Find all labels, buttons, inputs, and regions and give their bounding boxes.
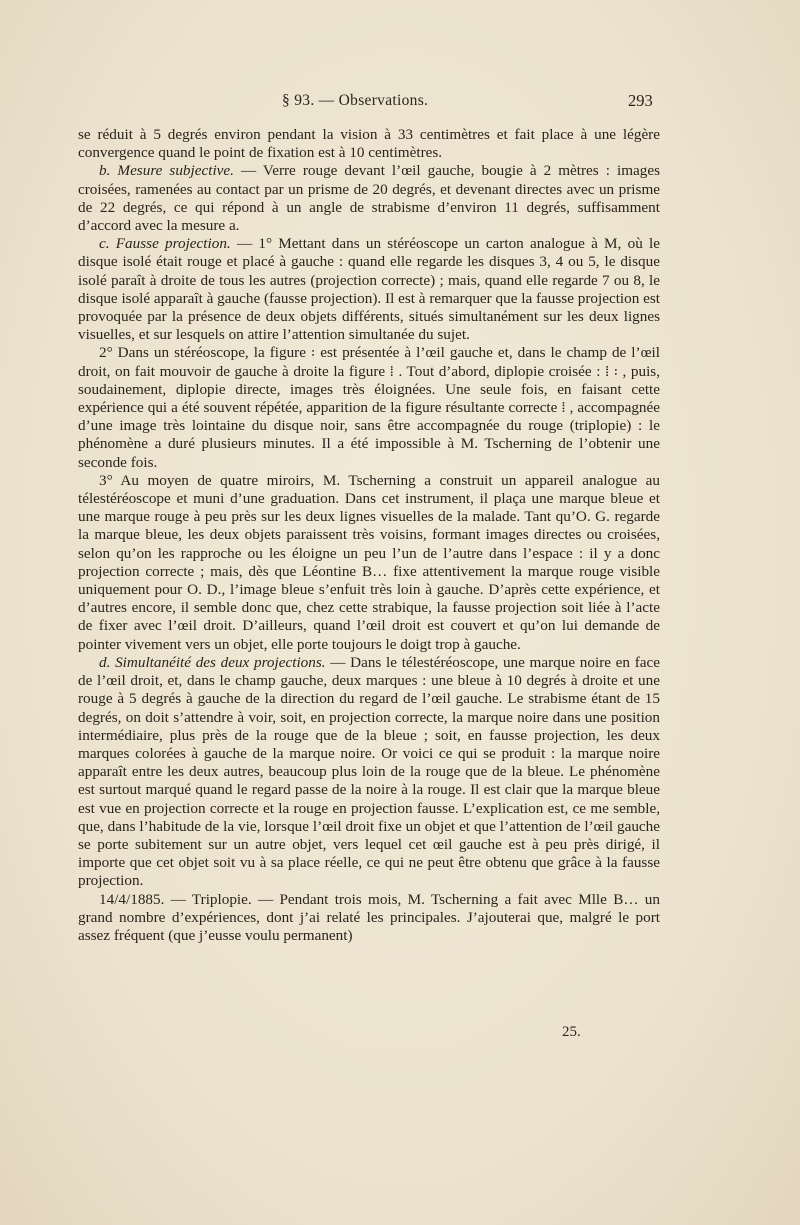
paragraph bbox=[78, 162, 660, 235]
running-title: § 93. — Observations. bbox=[282, 92, 429, 109]
page-body bbox=[78, 126, 660, 945]
paragraph-text: — 1° Mettant dans un stéréoscope un carton analogue à M, où le disque isolé était rouge et placé à gauche : quand elle regarde les disques 3, 4 ou 5, le disque isolé paraît à droite de tous les autres (projection correcte) ; mais, quand elle regarde 7 ou 8, le disque isolé apparaît à gauche (fausse projection). Il est à remarquer que la fausse projection est provoquée par la présence de deux objets différents, situés simultanément sur les deux lignes visuelles, et sur lesquels on attire l’attention simultanée du sujet. bbox=[78, 235, 660, 344]
page-header bbox=[0, 92, 800, 114]
paragraph bbox=[78, 654, 660, 891]
paragraph-text: — Triplopie. — Pendant trois mois, M. Tscherning a fait avec Mlle B… un grand nombre d’expériences, dont j’ai relaté les principales. J’ajouterai que, malgré le port assez fréquent (que j’eusse voulu permanent) bbox=[78, 890, 660, 944]
paragraph-text: 3° Au moyen de quatre miroirs, M. Tscherning a construit un appareil analogue au télestéréoscope et muni d’une graduation. Dans cet instrument, il plaça une marque bleue et une marque rouge à peu près sur les deux lignes visuelles de la malade. Tant qu’O. G. regarde la marque bleue, les deux objets paraissent très voisins, formant images directes ou croisées, selon qu’on les rapproche ou les éloigne un peu l’un de l’autre dans l’espace : il y a donc projection correcte ; mais, dès que Léontine B… fixe attentivement la marque rouge visible uniquement pour O. D., l’image bleue s’enfuit très loin à gauche. D’après cette expérience, et d’autres encore, il semble donc que, chez cette strabique, la fausse projection soit liée à l’acte de fixer avec l’œil droit. D’ailleurs, quand l’œil droit est couvert et qu’on lui demande de pointer vivement vers un objet, elle porte toujours le doigt trop à gauche. bbox=[78, 471, 660, 653]
paragraph bbox=[78, 235, 660, 344]
page-number: 293 bbox=[628, 91, 653, 110]
section-lead: d. Simultanéité des deux projections. bbox=[99, 653, 326, 671]
paragraph bbox=[78, 472, 660, 654]
section-lead: b. Mesure subjective. bbox=[99, 162, 234, 180]
paragraph bbox=[78, 126, 660, 162]
paragraph bbox=[78, 891, 660, 946]
paragraph-text: se réduit à 5 degrés environ pendant la vision à 33 centimètres et fait place à une légère convergence quand le point de fixation est à 10 centimètres. bbox=[78, 126, 660, 162]
signature-mark: 25. bbox=[562, 1024, 581, 1040]
date-lead: 14/4/1885. bbox=[99, 890, 165, 908]
section-lead: c. Fausse projection. bbox=[99, 235, 231, 253]
paragraph-text: — Verre rouge devant l’œil gauche, bougie à 2 mètres : images croisées, ramenées au contact par un prisme de 20 degrés, et devenant directes avec un prisme de 22 degrés, ce qui répond à un angle de strabisme d’environ 11 degrés, suffisamment d’accord avec la mesure a. bbox=[78, 162, 660, 235]
paragraph-text: — Dans le télestéréoscope, une marque noire en face de l’œil droit, et, dans le champ gauche, deux marques : une bleue à 10 degrés à droite et une rouge à 5 degrés à gauche de la direction du regard de l’œil gauche. Le strabisme étant de 15 degrés, on doit s’attendre à voir, soit, en projection correcte, la marque noire dans une position intermédiaire, plus près de la rouge que de la bleue ; soit, en fausse projection, les deux marques colorées à gauche de la marque noire. Or voici ce qui se produit : la marque noire apparaît entre les deux autres, beaucoup plus loin de la rouge que de la bleue. Le phénomène est surtout marqué quand le regard passe de la noire à la rouge. Il est clair que la marque bleue est vue en projection correcte et la rouge en projection fausse. L’explication est, ce me semble, que, dans l’habitude de la vie, lorsque l’œil droit fixe un objet et que l’attention de l’œil gauche se porte subitement sur un autre objet, vers lequel cet œil gauche est à peu près dirigé, il importe que cet objet soit vu à sa place réelle, ce qui ne peut être obtenu que grâce à la fausse projection. bbox=[78, 653, 660, 890]
paragraph-text: 2° Dans un stéréoscope, la figure ꞉ est présentée à l’œil gauche et, dans le champ de l’œil droit, on fait mouvoir de gauche à droite la figure ⁞ . Tout d’abord, diplopie croisée : ⁞ ꞉ , puis, soudainement, diplopie directe, images très éloignées. Une seule fois, en faisant cette expérience qui a été souvent répétée, apparition de la figure résultante correcte ⁞ , accompagnée d’une image très lointaine du disque noir, sans être accompagnée du rouge (triplopie) : le phénomène a duré plusieurs minutes. Il a été impossible à M. Tscherning de l’obtenir une seconde fois. bbox=[78, 344, 660, 471]
paragraph bbox=[78, 344, 660, 471]
